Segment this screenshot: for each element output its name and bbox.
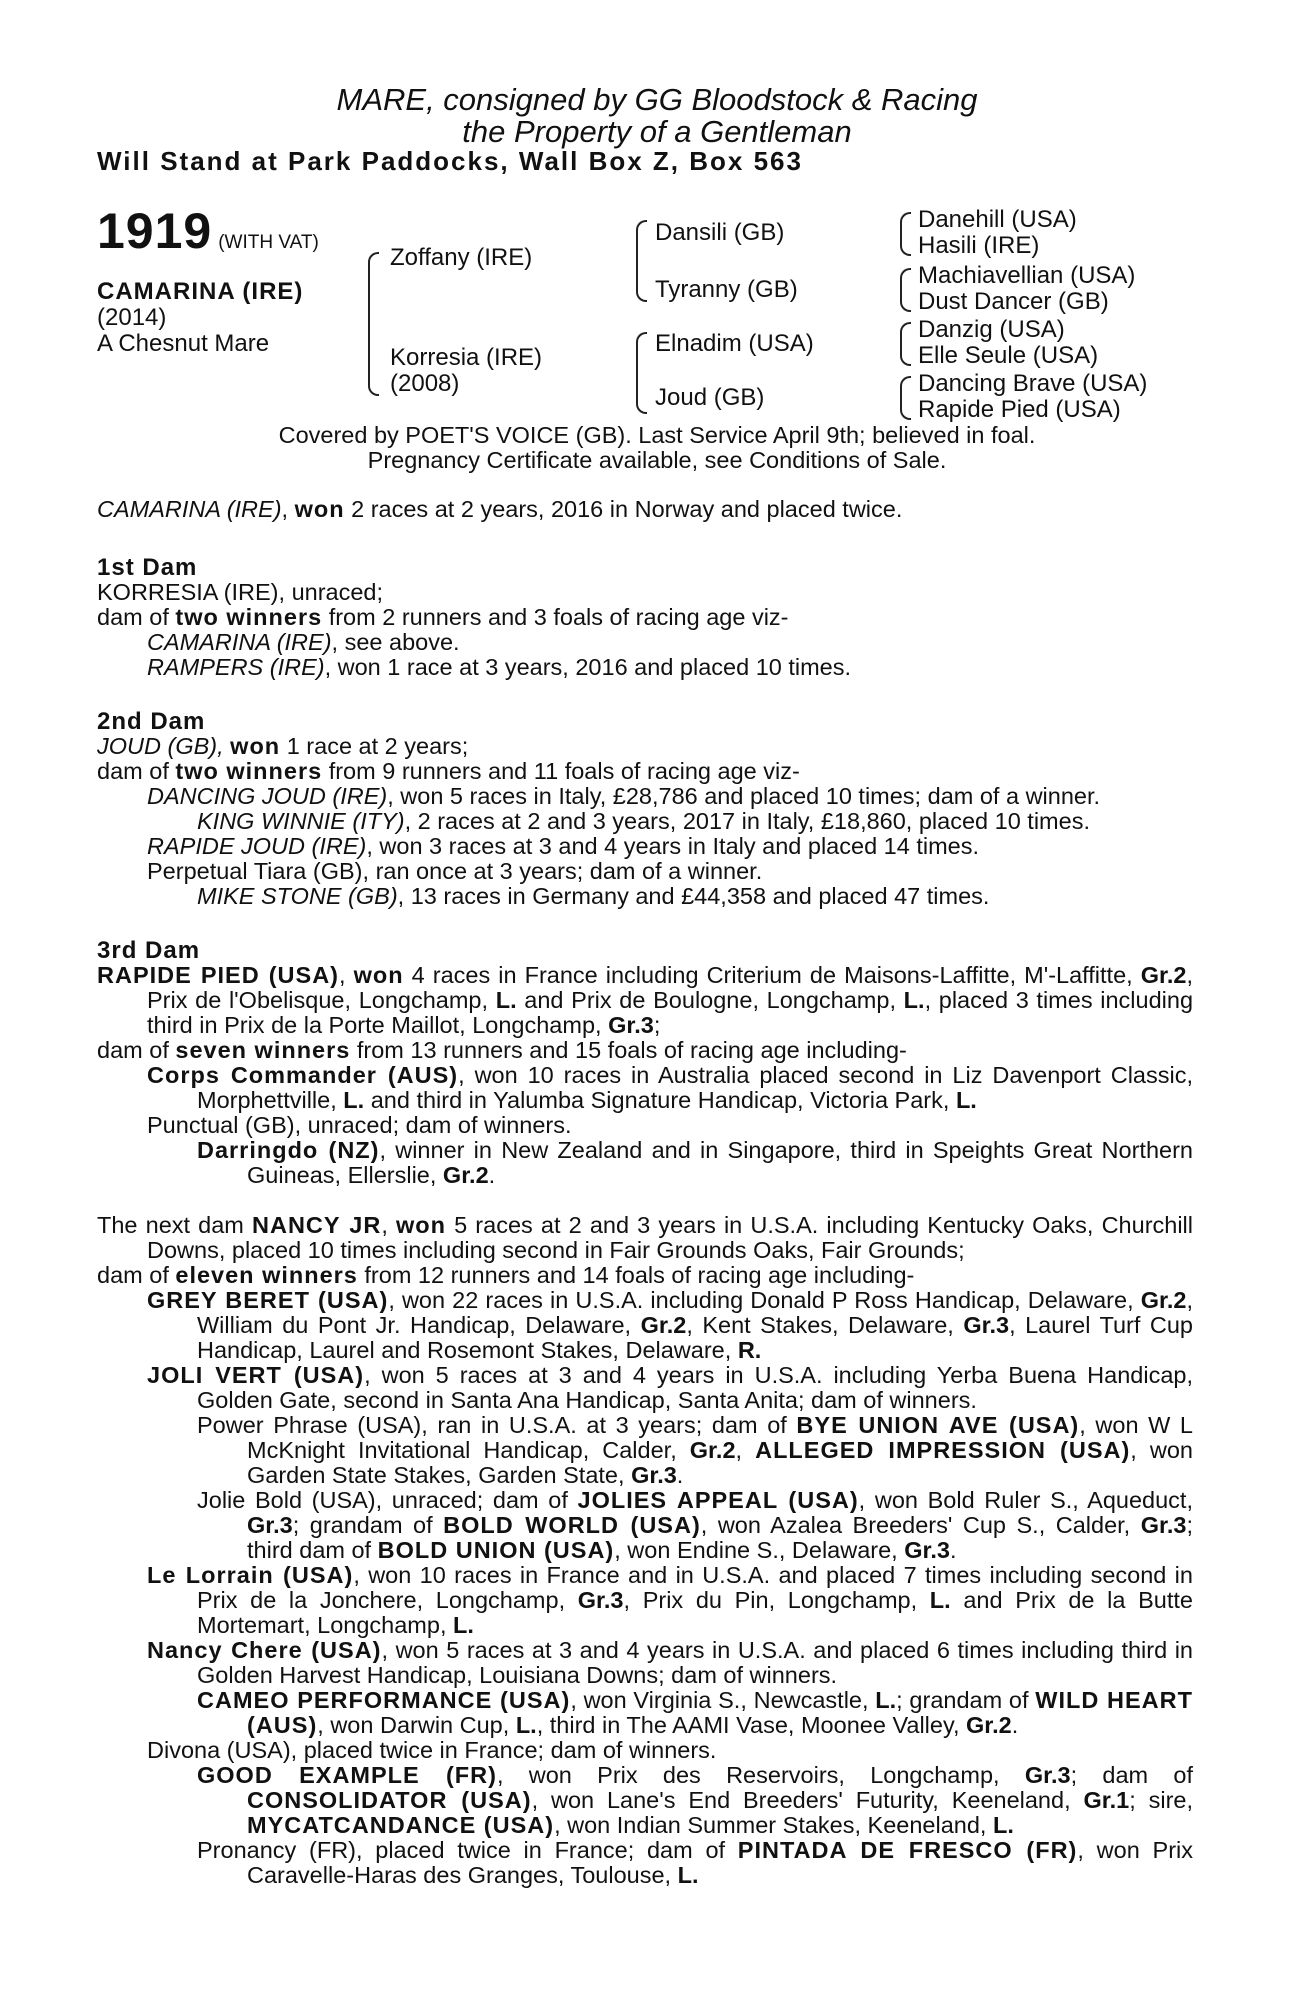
text-run: , third in The AAMI Vase, Moonee Valley, <box>536 1712 967 1738</box>
catalogue-body <box>97 497 1193 1888</box>
text-run: and Prix de Boulogne, Longchamp, <box>516 987 904 1013</box>
third-dam-heading: 3rd Dam <box>97 937 201 964</box>
text-run: , placed 3 times including third in Prix de la Porte Maillot, Longchamp, <box>147 987 1194 1038</box>
pedigree-sdd: Dust Dancer (GB) <box>918 288 1109 315</box>
horse-description: A Chesnut Mare <box>97 330 270 357</box>
intro-paragraph: CAMARINA (IRE), won 2 races at 2 years, 2016 in Norway and placed twice. <box>97 496 903 522</box>
text-run: , won Indian Summer Stakes, Keeneland, <box>554 1812 993 1838</box>
text-run: BOLD UNION (USA) <box>377 1537 615 1563</box>
text-run: L. <box>453 1612 474 1638</box>
text-run: , Prix de l'Obelisque, Longchamp, <box>147 962 1193 1013</box>
text-run: GREY BERET (USA) <box>147 1287 389 1313</box>
text-run: Gr.3 <box>631 1462 677 1488</box>
second-dam-foal: DANCING JOUD (IRE), won 5 races in Italy, £28,786 and placed 10 times; dam of a winner. <box>147 783 1101 809</box>
text-run: L. <box>929 1587 951 1613</box>
text-run: dam of <box>97 1037 176 1063</box>
text-run: seven winners <box>175 1037 351 1063</box>
second-dam-foal: RAPIDE JOUD (IRE), won 3 races at 3 and 4 years in Italy and placed 14 times. <box>147 833 980 859</box>
text-run: RAPIDE PIED (USA) <box>97 962 339 988</box>
pregnancy-note: Pregnancy Certificate available, see Conditions of Sale. <box>367 447 947 473</box>
text-run: , won Prix des Reservoirs, Longchamp, <box>496 1762 1025 1788</box>
pedigree-brace <box>900 268 911 312</box>
text-run: Gr.1 <box>1083 1787 1130 1813</box>
text-run: ; grandam of <box>896 1687 1036 1713</box>
text-run: Divona (USA), placed twice in France; dam of winners. <box>147 1737 717 1763</box>
text-run: , won Endine S., Delaware, <box>614 1537 905 1563</box>
text-run: WILD HEART (AUS) <box>247 1687 1193 1738</box>
pedigree-brace <box>636 220 647 302</box>
next-dam-foal <box>97 1638 1193 1688</box>
next-dam-grandfoal <box>97 1413 1193 1488</box>
text-run: Gr.3 <box>1024 1762 1071 1788</box>
next-dam-foal <box>97 1363 1193 1413</box>
text-run: , won 22 races in U.S.A. including Donald P Ross Handicap, Delaware, <box>388 1287 1141 1313</box>
text-run: PINTADA DE FRESCO (FR) <box>737 1837 1078 1863</box>
text-run: L. <box>495 987 517 1013</box>
text-run: , won Darwin Cup, <box>317 1712 516 1738</box>
text-run: L. <box>993 1812 1014 1838</box>
horse-year: (2014) <box>97 304 167 331</box>
text-run: Gr.3 <box>247 1512 293 1538</box>
text-run: 5 races at 2 and 3 years in U.S.A. including Kentucky Oaks, Churchill Downs, placed 10 times including second in Fair Grounds Oaks, Fair Grounds; <box>147 1212 1193 1263</box>
covered-note: Covered by POET'S VOICE (GB). Last Service April 9th; believed in foal. <box>278 422 1036 448</box>
text-run: , won Garden State Stakes, Garden State, <box>247 1437 1193 1488</box>
text-run: Gr.2 <box>640 1312 687 1338</box>
first-dam-produce-line: dam of two winners from 2 runners and 3 foals of racing age viz- <box>97 604 789 630</box>
text-run: ; sire, <box>1129 1787 1193 1813</box>
text-run: Gr.2 <box>1140 1287 1187 1313</box>
property-line: the Property of a Gentleman <box>462 114 852 149</box>
text-run: , Laurel Turf Cup Handicap, Laurel and Rosemont Stakes, Delaware, <box>197 1312 1193 1363</box>
first-dam-heading: 1st Dam <box>97 554 198 581</box>
text-run: L. <box>955 1087 977 1113</box>
text-run: CAMEO PERFORMANCE (USA) <box>197 1687 571 1713</box>
text-run: Punctual (GB), unraced; dam of winners. <box>147 1112 572 1138</box>
text-run: L. <box>903 987 925 1013</box>
text-run: Nancy Chere (USA) <box>147 1637 382 1663</box>
pedigree-brace <box>900 376 911 420</box>
text-run: , won 10 races in Australia placed second in Liz Davenport Classic, Morphettville, <box>197 1062 1193 1113</box>
text-run: L. <box>515 1712 537 1738</box>
first-dam-foal: RAMPERS (IRE), won 1 race at 3 years, 2016 and placed 10 times. <box>147 654 852 680</box>
text-run: ; grandam of <box>292 1512 444 1538</box>
text-run: Gr.3 <box>577 1587 624 1613</box>
dam-dam: Joud (GB) <box>655 384 765 411</box>
consignor-line: MARE, consigned by GG Bloodstock & Racing <box>336 82 978 117</box>
text-run: Gr.2 <box>1140 962 1187 988</box>
text-run: . <box>676 1462 684 1488</box>
next-dam-grandfoal <box>97 1688 1193 1738</box>
third-dam-record <box>97 963 1193 1038</box>
text-run: won <box>395 1212 446 1238</box>
text-run: and third in Yalumba Signature Handicap, Victoria Park, <box>364 1087 956 1113</box>
lot-number-row <box>97 202 319 260</box>
text-run: , won 10 races in France and in U.S.A. and placed 7 times including second in Prix de la Jonchere, Longchamp, <box>197 1562 1193 1613</box>
next-dam-grandfoal <box>97 1488 1193 1563</box>
text-run: The next dam <box>97 1212 253 1238</box>
pedigree-ddd: Rapide Pied (USA) <box>918 396 1121 423</box>
pedigree-brace <box>636 332 647 414</box>
text-run: ALLEGED IMPRESSION (USA) <box>755 1437 1131 1463</box>
second-dam-grandfoal: MIKE STONE (GB), 13 races in Germany and £44,358 and placed 47 times. <box>197 883 990 909</box>
text-run: Le Lorrain (USA) <box>147 1562 354 1588</box>
text-run: , won Lane's End Breeders' Futurity, Keeneland, <box>531 1787 1084 1813</box>
text-run: and Prix de la Butte Mortemart, Longchamp, <box>197 1587 1193 1638</box>
text-run: GOOD EXAMPLE (FR) <box>197 1762 497 1788</box>
text-run: ; dam of <box>1070 1762 1193 1788</box>
pedigree-sds: Machiavellian (USA) <box>918 262 1136 289</box>
pedigree-sss: Danehill (USA) <box>918 206 1077 233</box>
text-run: JOLIES APPEAL (USA) <box>577 1487 859 1513</box>
next-dam-record <box>97 1213 1193 1263</box>
pedigree-brace <box>368 252 379 396</box>
text-run: BYE UNION AVE (USA) <box>796 1412 1080 1438</box>
text-run: , won W L McKnight Invitational Handicap, Calder, <box>247 1412 1193 1463</box>
second-dam-foal: Perpetual Tiara (GB), ran once at 3 years; dam of a winner. <box>147 858 763 884</box>
text-run: Gr.3 <box>608 1012 654 1038</box>
sire: Zoffany (IRE) <box>390 244 533 271</box>
text-run: R. <box>737 1337 762 1363</box>
text-run: Gr.3 <box>1140 1512 1187 1538</box>
text-run: MYCATCANDANCE (USA) <box>247 1812 555 1838</box>
text-run: , <box>735 1437 756 1463</box>
pedigree-brace <box>900 212 911 256</box>
text-run: Gr.2 <box>689 1437 736 1463</box>
text-run: Darringdo (NZ) <box>197 1137 380 1163</box>
next-dam-foal <box>97 1563 1193 1638</box>
text-run: JOLI VERT (USA) <box>147 1362 365 1388</box>
dam: Korresia (IRE) <box>390 344 543 371</box>
text-run: , Kent Stakes, Delaware, <box>686 1312 964 1338</box>
text-run: won <box>353 962 404 988</box>
text-run: eleven winners <box>175 1262 358 1288</box>
text-run: BOLD WORLD (USA) <box>443 1512 701 1538</box>
text-run: Gr.3 <box>963 1312 1010 1338</box>
text-run: , William du Pont Jr. Handicap, Delaware, <box>197 1287 1193 1338</box>
text-run: Power Phrase (USA), ran in U.S.A. at 3 years; dam of <box>197 1412 797 1438</box>
pedigree-brace <box>900 322 911 366</box>
text-run: . <box>1011 1712 1019 1738</box>
next-dam-grandfoal <box>97 1838 1193 1888</box>
stabling-line: Will Stand at Park Paddocks, Wall Box Z, Box 563 <box>97 146 803 176</box>
text-run: L. <box>875 1687 897 1713</box>
text-run: , Prix du Pin, Longchamp, <box>623 1587 930 1613</box>
second-dam-produce-line: dam of two winners from 9 runners and 11 foals of racing age viz- <box>97 758 800 784</box>
text-run: ; third dam of <box>247 1512 1193 1563</box>
text-run: L. <box>343 1087 365 1113</box>
text-run: from 12 runners and 14 foals of racing age including- <box>357 1262 915 1288</box>
text-run: , <box>381 1212 396 1238</box>
next-dam-foal <box>97 1288 1193 1363</box>
third-dam-grandfoal <box>97 1138 1193 1188</box>
first-dam-foal: CAMARINA (IRE), see above. <box>147 629 460 655</box>
third-dam-foal <box>97 1063 1193 1113</box>
second-dam-line: JOUD (GB), won 1 race at 2 years; <box>97 733 469 759</box>
text-run: 4 races in France including Criterium de Maisons-Laffitte, M'-Laffitte, <box>403 962 1141 988</box>
pedigree-dsd: Elle Seule (USA) <box>918 342 1099 369</box>
third-dam-produce-line <box>97 1038 1193 1063</box>
sire-dam: Tyranny (GB) <box>655 276 798 303</box>
next-dam-foal <box>97 1738 1193 1763</box>
text-run: dam of <box>97 1262 176 1288</box>
text-run: Jolie Bold (USA), unraced; dam of <box>197 1487 578 1513</box>
dam-year: (2008) <box>390 370 460 397</box>
next-dam-grandfoal <box>97 1763 1193 1838</box>
third-dam-foal <box>97 1113 1193 1138</box>
text-run: from 13 runners and 15 foals of racing age including- <box>350 1037 907 1063</box>
pedigree-dds: Dancing Brave (USA) <box>918 370 1148 397</box>
text-run: NANCY JR <box>252 1212 382 1238</box>
text-run: ; <box>653 1012 661 1038</box>
second-dam-grandfoal: KING WINNIE (ITY), 2 races at 2 and 3 years, 2017 in Italy, £18,860, placed 10 times. <box>197 808 1090 834</box>
sire-sire: Dansili (GB) <box>655 219 785 246</box>
text-run: , won 5 races at 3 and 4 years in U.S.A. including Yerba Buena Handicap, Golden Gate, second in Santa Ana Handicap, Santa Anita; dam of winners. <box>197 1362 1194 1413</box>
text-run: L. <box>677 1862 699 1888</box>
dam-sire: Elnadim (USA) <box>655 330 814 357</box>
text-run: , <box>339 962 354 988</box>
text-run: , winner in New Zealand and in Singapore, third in Speights Great Northern Guineas, Ellerslie, <box>247 1137 1193 1188</box>
vat-note: (WITH VAT) <box>218 232 319 253</box>
next-dam-produce-line <box>97 1263 1193 1288</box>
horse-name: CAMARINA (IRE) <box>97 278 304 305</box>
text-run: , won Virginia S., Newcastle, <box>570 1687 876 1713</box>
pedigree-dss: Danzig (USA) <box>918 316 1065 343</box>
second-dam-heading: 2nd Dam <box>97 708 206 735</box>
text-run: , won Azalea Breeders' Cup S., Calder, <box>700 1512 1141 1538</box>
text-run: Pronancy (FR), placed twice in France; dam of <box>197 1837 738 1863</box>
lot-number: 1919 <box>97 203 213 259</box>
text-run: Gr.3 <box>904 1537 950 1563</box>
text-run: , won Bold Ruler S., Aqueduct, <box>858 1487 1193 1513</box>
text-run: . <box>949 1537 957 1563</box>
text-run: , won 5 races at 3 and 4 years in U.S.A. and placed 6 times including third in Golden Harvest Handicap, Louisiana Downs; dam of winners. <box>197 1637 1193 1688</box>
text-run: , won Prix Caravelle-Haras des Granges, Toulouse, <box>247 1837 1193 1888</box>
text-run: CONSOLIDATOR (USA) <box>247 1787 532 1813</box>
text-run: Gr.2 <box>442 1162 489 1188</box>
text-run: Gr.2 <box>966 1712 1012 1738</box>
first-dam-line: KORRESIA (IRE), unraced; <box>97 579 384 605</box>
pedigree-ssd: Hasili (IRE) <box>918 232 1040 259</box>
text-run: Corps Commander (AUS) <box>147 1062 459 1088</box>
text-run: . <box>488 1162 496 1188</box>
